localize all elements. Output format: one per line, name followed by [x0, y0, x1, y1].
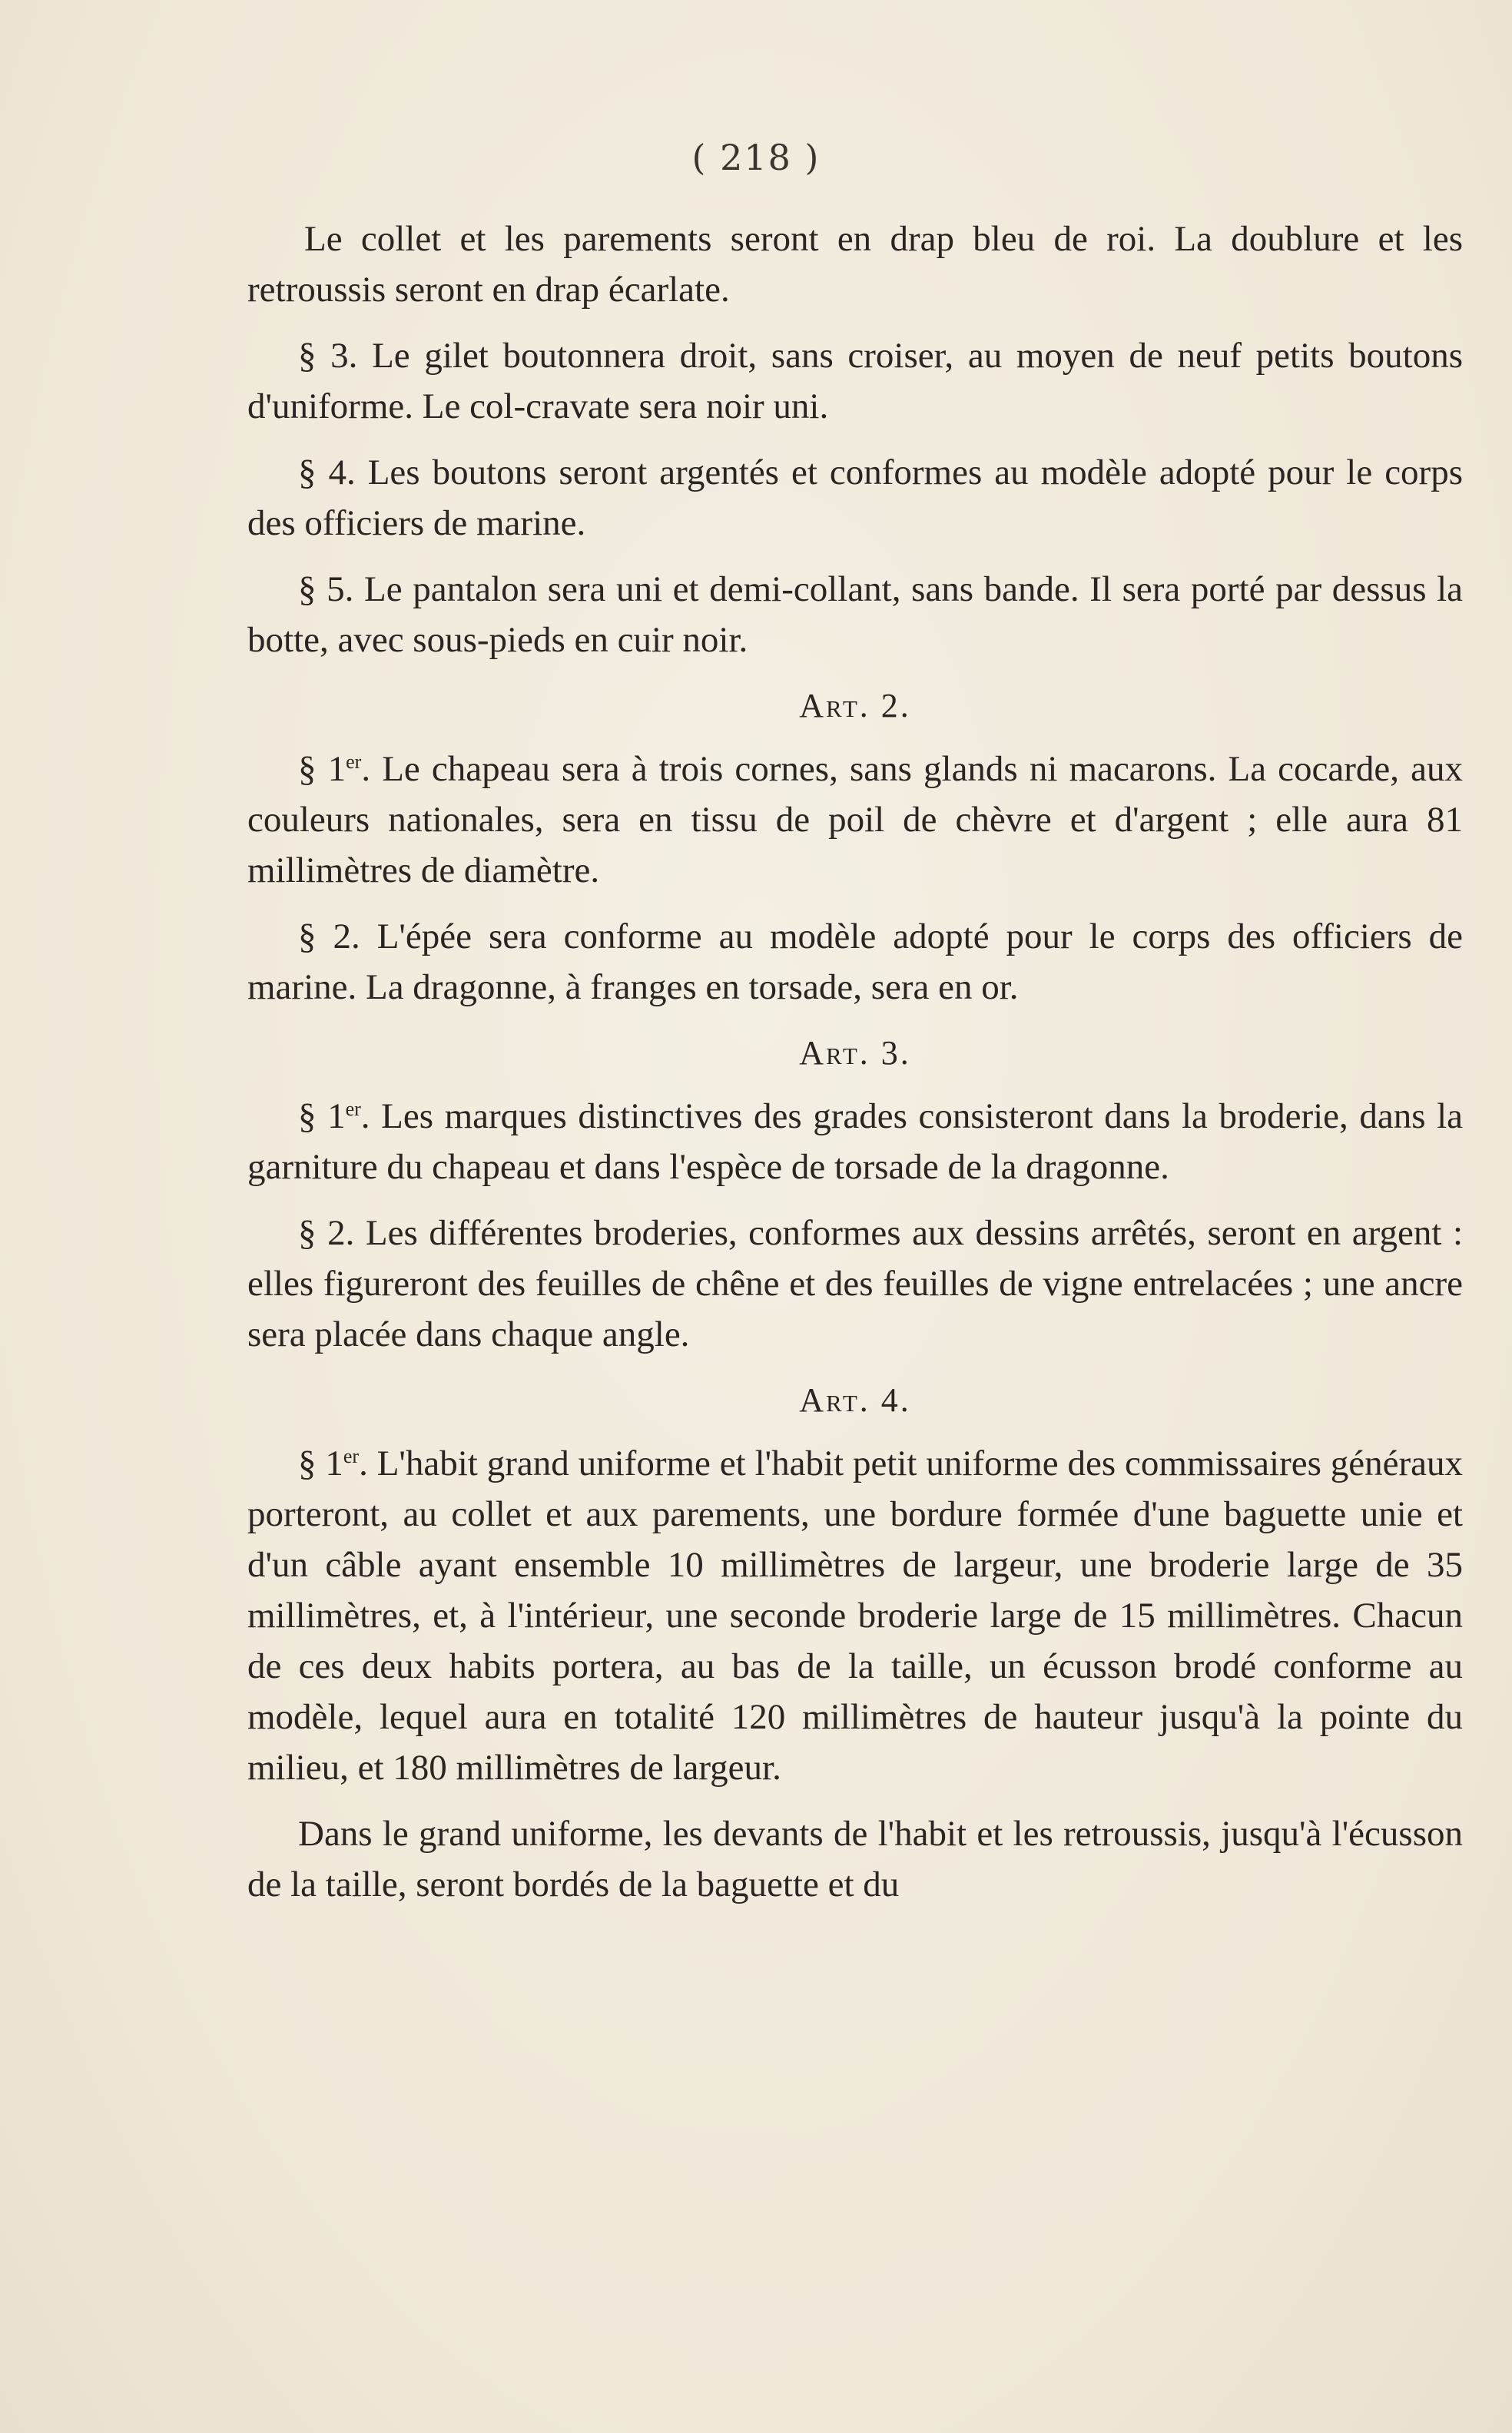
article-heading: Art. 3.: [799, 1034, 911, 1072]
section-number: [298, 917, 360, 956]
section-number: [298, 1213, 354, 1253]
section-number-text: § 3.: [298, 336, 358, 376]
paragraph-text: Les marques distinctives des grades consisteront dans la broderie, dans la garniture du chapeau et dans l'espèce de torsade de la dragonne.: [247, 1096, 1464, 1187]
paragraph-text: Les boutons seront argentés et conformes au modèle adopté pour le corps des officiers de marine.: [247, 452, 1463, 543]
paragraph-text: Les différentes broderies, conformes aux dessins arrêtés, seront en argent : elles figureront des feuilles de chêne et des feuilles de vigne entrelacées ; une ancre sera placée dans chaque angle.: [247, 1213, 1464, 1354]
paragraph-text: Le chapeau sera à trois cornes, sans glands ni macarons. La cocarde, aux couleurs nationales, sera en tissu de poil de chèvre et d'argent ; elle aura 81 millimètres de diamètre.: [247, 749, 1464, 890]
section-number: [298, 1096, 370, 1136]
section-number: [298, 1444, 368, 1483]
ordinal-period: .: [361, 749, 371, 789]
section-number: [298, 749, 370, 789]
paragraph: [247, 447, 1463, 549]
section-number: [298, 452, 356, 492]
section-number-text: § 1: [298, 1096, 346, 1136]
section-number: [298, 569, 353, 609]
section-number-text: § 5.: [298, 569, 354, 609]
section-number-text: § 1: [298, 1444, 343, 1483]
ordinal-period: .: [360, 1096, 370, 1136]
page-number: ( 218 ): [691, 137, 821, 178]
section-number-text: § 4.: [298, 452, 356, 492]
paragraph-text: Le collet et les parements seront en drap bleu de roi. La doublure et les retroussis seront en drap écarlate.: [247, 219, 1463, 310]
paragraph: [247, 330, 1463, 432]
section-number-text: § 1: [298, 749, 346, 789]
paragraph: [247, 1438, 1463, 1793]
ordinal-superscript: er: [345, 1098, 361, 1120]
paragraph-text: Le gilet boutonnera droit, sans croiser, au moyen de neuf petits boutons d'uniforme. Le col-cravate sera noir uni.: [247, 336, 1463, 426]
ordinal-superscript: er: [346, 751, 362, 773]
paragraph: [247, 564, 1463, 665]
paragraph: [247, 1091, 1463, 1192]
paragraph-text: L'habit grand uniforme et l'habit petit uniforme des commissaires généraux porteront, au collet et aux parements, une bordure formée d'une baguette unie et d'un câble ayant ensemble 10 millimètres de largeur, une broderie large de 35 millimètres, et, à l'intérieur, une seconde broderie large de 15 millimètres. Chacun de ces deux habits portera, au bas de la taille, un écusson brodé conforme au modèle, lequel aura en totalité 120 millimètres de hauteur jusqu'à la pointe du milieu, et 180 millimètres de largeur.: [247, 1444, 1463, 1788]
ordinal-period: .: [359, 1444, 368, 1483]
section-number-text: § 2.: [298, 1213, 355, 1253]
article-heading: Art. 2.: [799, 687, 911, 724]
paragraph: [247, 1208, 1463, 1360]
paragraph-text: Le pantalon sera uni et demi-collant, sans bande. Il sera porté par dessus la botte, avec sous-pieds en cuir noir.: [247, 569, 1464, 660]
article-heading: Art. 4.: [799, 1381, 911, 1419]
paragraph: [247, 744, 1463, 896]
section-number-text: § 2.: [298, 917, 360, 956]
paragraph-text: Dans le grand uniforme, les devants de l'habit et les retroussis, jusqu'à l'écusson de la taille, seront bordés de la baguette et du: [247, 1814, 1463, 1904]
paragraph-text: L'épée sera conforme au modèle adopté pour le corps des officiers de marine. La dragonne, à franges en torsade, sera en or.: [247, 917, 1464, 1007]
page-body-text: [247, 214, 1463, 1925]
section-number: [298, 336, 357, 376]
paragraph: [247, 1808, 1463, 1910]
paragraph: [247, 214, 1463, 315]
ordinal-superscript: er: [343, 1445, 360, 1467]
paragraph: [247, 911, 1463, 1013]
